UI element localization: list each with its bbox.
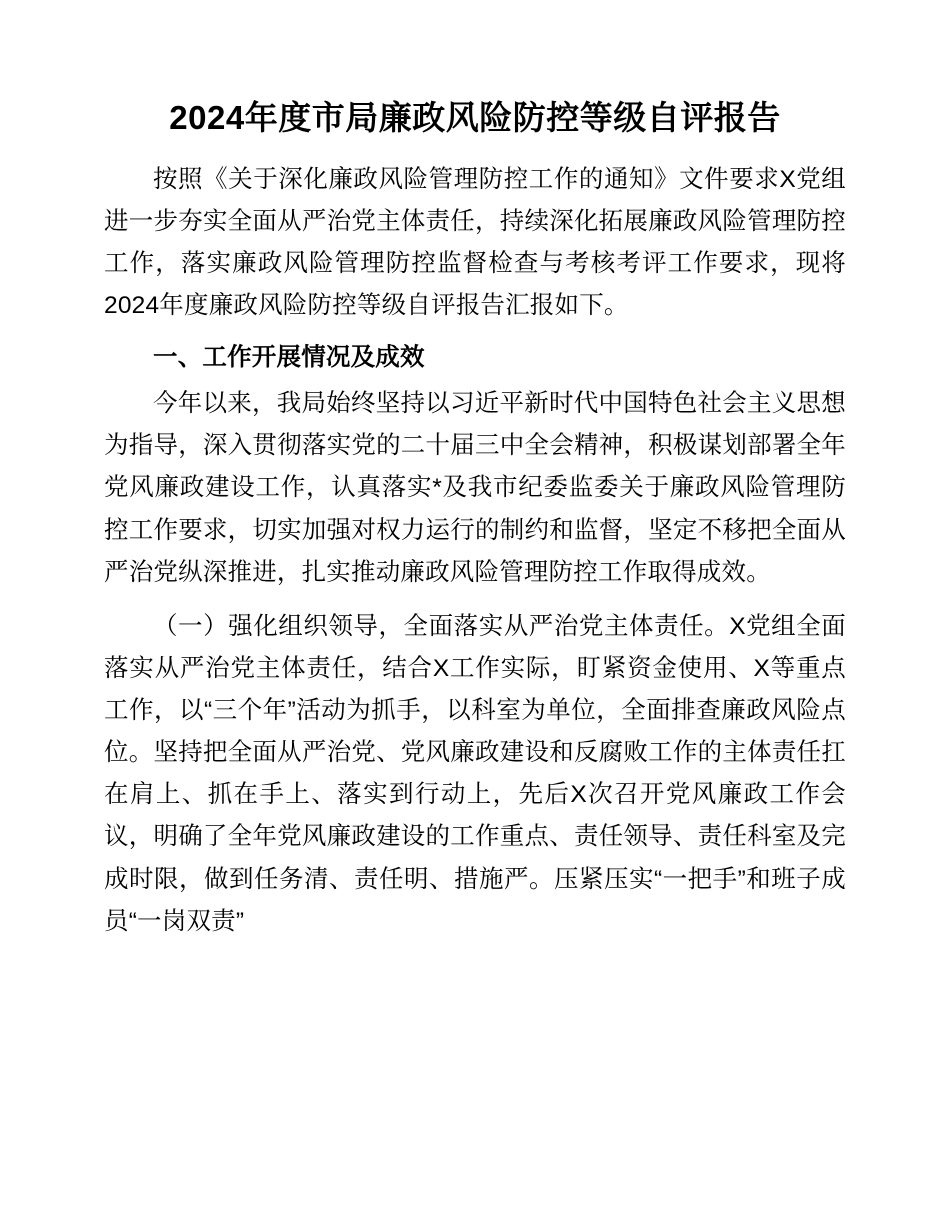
page-title: 2024年度市局廉政风险防控等级自评报告 xyxy=(169,99,781,136)
paragraph-overview: 今年以来，我局始终坚持以习近平新时代中国特色社会主义思想为指导，深入贯彻落实党的二十届三中全会精神，积极谋划部署全年党风廉政建设工作，认真落实*及我市纪委监委关于廉政风险管理防控工作要求，切实加强对权力运行的制约和监督，坚定不移把全面从严治党纵深推进，扎实推动廉政风险管理防控工作取得成效。 xyxy=(104,390,846,586)
paragraph-subsection-1: （一）强化组织领导，全面落实从严治党主体责任。X党组全面落实从严治党主体责任，结合X工作实际，盯紧资金使用、X等重点工作，以“三个年”活动为抓手，以科室为单位，全面排查廉政风险点位。坚持把全面从严治党、党风廉政建设和反腐败工作的主体责任扛在肩上、抓在手上、落实到行动上，先后X次召开党风廉政工作会议，明确了全年党风廉政建设的工作重点、责任领导、责任科室及完成时限，做到任务清、责任明、措施严。压紧压实“一把手”和班子成员“一岗双责” xyxy=(104,612,846,935)
paragraph-intro: 按照《关于深化廉政风险管理防控工作的通知》文件要求X党组进一步夯实全面从严治党主体责任，持续深化拓展廉政风险管理防控工作，落实廉政风险管理防控监督检查与考核考评工作要求，现将2024年度廉政风险防控等级自评报告汇报如下。 xyxy=(104,165,846,319)
section-heading-1: 一、工作开展情况及成效 xyxy=(153,344,425,372)
